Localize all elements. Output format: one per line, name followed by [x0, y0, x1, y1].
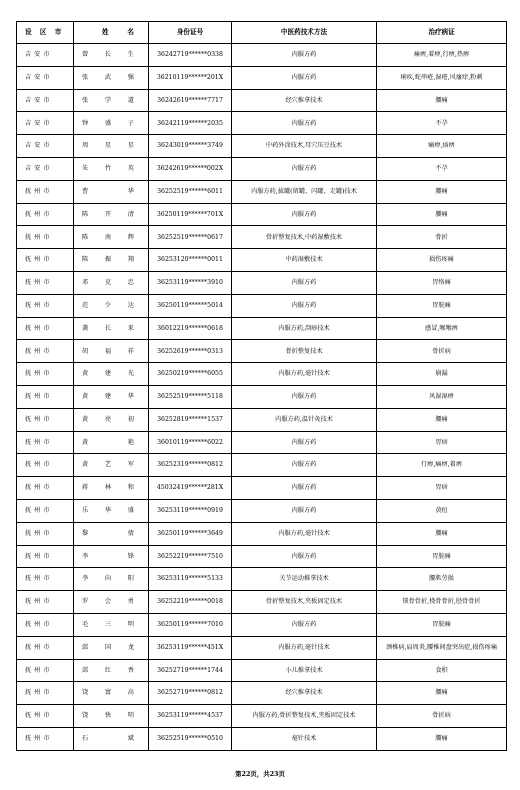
tcm-method-cell: 内服方药 — [232, 431, 377, 454]
table-row — [17, 591, 507, 614]
region-cell: 吉安市 — [17, 44, 74, 67]
table-row — [17, 431, 507, 454]
tcm-method-cell: 骨折整复技术,夹板固定技术 — [232, 591, 377, 614]
tcm-method-cell: 内服方药 — [232, 385, 377, 408]
tcm-method-cell: 经穴推拿技术 — [232, 89, 377, 112]
name-cell: 李锋 — [74, 545, 149, 568]
tcm-method-cell: 内服方药 — [232, 477, 377, 500]
table-row — [17, 636, 507, 659]
region-cell: 抚州市 — [17, 659, 74, 682]
table-row — [17, 157, 507, 180]
table-row — [17, 363, 507, 386]
treated-condition-cell: 胃脘痛 — [377, 294, 507, 317]
treated-condition-cell: 行痹,痛痹,着痹 — [377, 454, 507, 477]
treated-condition-cell: 胃脘痛 — [377, 545, 507, 568]
table-row — [17, 66, 507, 89]
table-row — [17, 613, 507, 636]
id-number-cell: 36252519******0617 — [149, 226, 232, 249]
id-number-cell: 36253119******5133 — [149, 568, 232, 591]
table-row — [17, 568, 507, 591]
id-number-cell: 36252219******0018 — [149, 591, 232, 614]
treated-condition-cell: 痢疾,蛇串疮,湿疮,风瘙痒,粉刺 — [377, 66, 507, 89]
table-row — [17, 477, 507, 500]
region-cell: 抚州市 — [17, 682, 74, 705]
treated-condition-cell: 胃痞 — [377, 477, 507, 500]
name-cell: 范少达 — [74, 294, 149, 317]
name-cell: 黄艳 — [74, 431, 149, 454]
region-cell: 抚州市 — [17, 636, 74, 659]
id-number-cell: 36253119******3910 — [149, 271, 232, 294]
table-row — [17, 385, 507, 408]
tcm-method-cell: 内服方药,毫针技术 — [232, 522, 377, 545]
name-cell: 石斌 — [74, 727, 149, 750]
name-cell: 陈南辉 — [74, 226, 149, 249]
tcm-method-cell: 中药外涂技术,耳穴压豆技术 — [232, 135, 377, 158]
table-row — [17, 705, 507, 728]
region-cell: 抚州市 — [17, 408, 74, 431]
header-region: 设 区 市 — [17, 22, 74, 44]
tcm-method-cell: 小儿推拿技术 — [232, 659, 377, 682]
id-number-cell: 36253120******0011 — [149, 249, 232, 272]
treated-condition-cell: 骨折病 — [377, 340, 507, 363]
id-number-cell: 36250219******6055 — [149, 363, 232, 386]
name-cell: 胡福祥 — [74, 340, 149, 363]
name-cell: 龚长来 — [74, 317, 149, 340]
tcm-method-cell: 内服方药,毫针技术 — [232, 363, 377, 386]
table-row — [17, 317, 507, 340]
table-header-row — [17, 22, 507, 44]
treated-condition-cell: 腰痛 — [377, 682, 507, 705]
table-row — [17, 112, 507, 135]
table-row — [17, 249, 507, 272]
id-number-cell: 36250119******3649 — [149, 522, 232, 545]
treated-condition-cell: 胃脘痛 — [377, 613, 507, 636]
treated-condition-cell: 不孕 — [377, 157, 507, 180]
tcm-method-cell: 内服方药 — [232, 112, 377, 135]
header-id-number: 身份证号 — [149, 22, 232, 44]
region-cell: 吉安市 — [17, 157, 74, 180]
name-cell: 黄亮初 — [74, 408, 149, 431]
region-cell: 抚州市 — [17, 271, 74, 294]
table-row — [17, 522, 507, 545]
table-row — [17, 499, 507, 522]
table-row — [17, 454, 507, 477]
name-cell: 蒋林和 — [74, 477, 149, 500]
id-number-cell: 36252519******0510 — [149, 727, 232, 750]
treated-condition-cell: 腰痛 — [377, 89, 507, 112]
treated-condition-cell: 腰肌劳损 — [377, 568, 507, 591]
table-row — [17, 659, 507, 682]
region-cell: 吉安市 — [17, 89, 74, 112]
name-cell: 李向阳 — [74, 568, 149, 591]
region-cell: 抚州市 — [17, 591, 74, 614]
header-name: 姓 名 — [74, 22, 149, 44]
name-cell: 曹华 — [74, 180, 149, 203]
practitioner-table — [16, 21, 507, 751]
tcm-method-cell: 毫针技术 — [232, 727, 377, 750]
tcm-method-cell: 内服方药 — [232, 499, 377, 522]
name-cell: 毛三明 — [74, 613, 149, 636]
header-treated-condition: 治疗病证 — [377, 22, 507, 44]
tcm-method-cell: 内服方药 — [232, 44, 377, 67]
region-cell: 抚州市 — [17, 317, 74, 340]
id-number-cell: 36252519******5118 — [149, 385, 232, 408]
name-cell: 曾长生 — [74, 44, 149, 67]
region-cell: 抚州市 — [17, 249, 74, 272]
table-row — [17, 727, 507, 750]
region-cell: 抚州市 — [17, 294, 74, 317]
treated-condition-cell: 锁骨骨折,桡骨骨折,胫骨骨折 — [377, 591, 507, 614]
name-cell: 黄艺军 — [74, 454, 149, 477]
tcm-method-cell: 骨折整复技术 — [232, 340, 377, 363]
treated-condition-cell: 腰痛 — [377, 180, 507, 203]
region-cell: 抚州市 — [17, 180, 74, 203]
id-number-cell: 36252719******1744 — [149, 659, 232, 682]
tcm-method-cell: 内服方药 — [232, 271, 377, 294]
table-row — [17, 180, 507, 203]
tcm-method-cell: 经穴推拿技术 — [232, 682, 377, 705]
tcm-method-cell: 关节运动推拿技术 — [232, 568, 377, 591]
name-cell: 周星星 — [74, 135, 149, 158]
id-number-cell: 36250119******5014 — [149, 294, 232, 317]
id-number-cell: 36242719******0338 — [149, 44, 232, 67]
region-cell: 抚州市 — [17, 454, 74, 477]
region-cell: 抚州市 — [17, 499, 74, 522]
region-cell: 抚州市 — [17, 705, 74, 728]
treated-condition-cell: 崩漏 — [377, 363, 507, 386]
id-number-cell: 36250119******7010 — [149, 613, 232, 636]
treated-condition-cell: 胃痞 — [377, 431, 507, 454]
name-cell: 饶快明 — [74, 705, 149, 728]
treated-condition-cell: 感冒,喉喉痹 — [377, 317, 507, 340]
treated-condition-cell: 腰痛 — [377, 727, 507, 750]
tcm-method-cell: 内服方药,刮痧技术 — [232, 317, 377, 340]
name-cell: 乐华盛 — [74, 499, 149, 522]
id-number-cell: 36243019******3749 — [149, 135, 232, 158]
region-cell: 抚州市 — [17, 385, 74, 408]
name-cell: 张学道 — [74, 89, 149, 112]
name-cell: 邱红香 — [74, 659, 149, 682]
id-number-cell: 36010119******6022 — [149, 431, 232, 454]
treated-condition-cell: 颈椎病,肩周炎,腰椎间盘突出症,损伤疼痛 — [377, 636, 507, 659]
treated-condition-cell: 胃络痛 — [377, 271, 507, 294]
id-number-cell: 36242119******2035 — [149, 112, 232, 135]
region-cell: 抚州市 — [17, 431, 74, 454]
id-number-cell: 36252819******1537 — [149, 408, 232, 431]
id-number-cell: 36253119******4537 — [149, 705, 232, 728]
treated-condition-cell: 不孕 — [377, 112, 507, 135]
name-cell: 朱竹英 — [74, 157, 149, 180]
name-cell: 张武强 — [74, 66, 149, 89]
tcm-method-cell: 内服方药 — [232, 294, 377, 317]
table-row — [17, 408, 507, 431]
id-number-cell: 36250119******701X — [149, 203, 232, 226]
id-number-cell: 36253119******0919 — [149, 499, 232, 522]
id-number-cell: 36242619******7717 — [149, 89, 232, 112]
name-cell: 陈开清 — [74, 203, 149, 226]
region-cell: 吉安市 — [17, 135, 74, 158]
id-number-cell: 36210119******201X — [149, 66, 232, 89]
page-footer: 第22页，共23页 — [235, 770, 285, 778]
tcm-method-cell: 内服方药,骨折整复技术,夹板固定技术 — [232, 705, 377, 728]
table-row — [17, 44, 507, 67]
table-row — [17, 271, 507, 294]
treated-condition-cell: 骨折病 — [377, 705, 507, 728]
name-cell: 黄建华 — [74, 385, 149, 408]
tcm-method-cell: 内服方药 — [232, 545, 377, 568]
table-row — [17, 545, 507, 568]
region-cell: 抚州市 — [17, 363, 74, 386]
id-number-cell: 36252219******7510 — [149, 545, 232, 568]
table-row — [17, 340, 507, 363]
region-cell: 抚州市 — [17, 568, 74, 591]
id-number-cell: 36252519******6011 — [149, 180, 232, 203]
id-number-cell: 36242619******002X — [149, 157, 232, 180]
table-row — [17, 135, 507, 158]
name-cell: 罗会勇 — [74, 591, 149, 614]
tcm-method-cell: 内服方药 — [232, 66, 377, 89]
treated-condition-cell: 腰痛 — [377, 408, 507, 431]
id-number-cell: 36253119******451X — [149, 636, 232, 659]
region-cell: 吉安市 — [17, 66, 74, 89]
name-cell: 邱国龙 — [74, 636, 149, 659]
tcm-method-cell: 内服方药 — [232, 203, 377, 226]
tcm-method-cell: 内服方药,毫针技术 — [232, 636, 377, 659]
table-row — [17, 226, 507, 249]
region-cell: 抚州市 — [17, 522, 74, 545]
region-cell: 抚州市 — [17, 613, 74, 636]
name-cell: 钟盛子 — [74, 112, 149, 135]
header-tcm-method: 中医药技术方法 — [232, 22, 377, 44]
treated-condition-cell: 痛痹,着痹,行痹,热痹 — [377, 44, 507, 67]
treated-condition-cell: 腰痛 — [377, 203, 507, 226]
treated-condition-cell: 损伤疼痛 — [377, 249, 507, 272]
table-row — [17, 682, 507, 705]
treated-condition-cell: 骨折 — [377, 226, 507, 249]
id-number-cell: 45032419******281X — [149, 477, 232, 500]
tcm-method-cell: 内服方药 — [232, 613, 377, 636]
region-cell: 抚州市 — [17, 545, 74, 568]
name-cell: 饶富高 — [74, 682, 149, 705]
treated-condition-cell: 食积 — [377, 659, 507, 682]
name-cell: 陈振翔 — [74, 249, 149, 272]
region-cell: 抚州市 — [17, 727, 74, 750]
id-number-cell: 36252319******0812 — [149, 454, 232, 477]
table-row — [17, 294, 507, 317]
treated-condition-cell: 腰痛 — [377, 522, 507, 545]
id-number-cell: 36252619******0313 — [149, 340, 232, 363]
name-cell: 黄建光 — [74, 363, 149, 386]
treated-condition-cell: 黄疸 — [377, 499, 507, 522]
tcm-method-cell: 骨折整复技术,中药湿敷技术 — [232, 226, 377, 249]
region-cell: 抚州市 — [17, 226, 74, 249]
table-row — [17, 203, 507, 226]
treated-condition-cell: 风湿湿痹 — [377, 385, 507, 408]
name-cell: 黎倩 — [74, 522, 149, 545]
tcm-method-cell: 内服方药,拔罐(留罐、闪罐、走罐)技术 — [232, 180, 377, 203]
name-cell: 邓克忠 — [74, 271, 149, 294]
region-cell: 抚州市 — [17, 203, 74, 226]
tcm-method-cell: 中药湿敷技术 — [232, 249, 377, 272]
table-row — [17, 89, 507, 112]
tcm-method-cell: 内服方药 — [232, 454, 377, 477]
region-cell: 抚州市 — [17, 340, 74, 363]
region-cell: 吉安市 — [17, 112, 74, 135]
region-cell: 抚州市 — [17, 477, 74, 500]
id-number-cell: 36012219******0618 — [149, 317, 232, 340]
table-body — [17, 44, 507, 751]
tcm-method-cell: 内服方药,温针灸技术 — [232, 408, 377, 431]
treated-condition-cell: 痛痹,痰痹 — [377, 135, 507, 158]
id-number-cell: 36252719******0812 — [149, 682, 232, 705]
tcm-method-cell: 内服方药 — [232, 157, 377, 180]
